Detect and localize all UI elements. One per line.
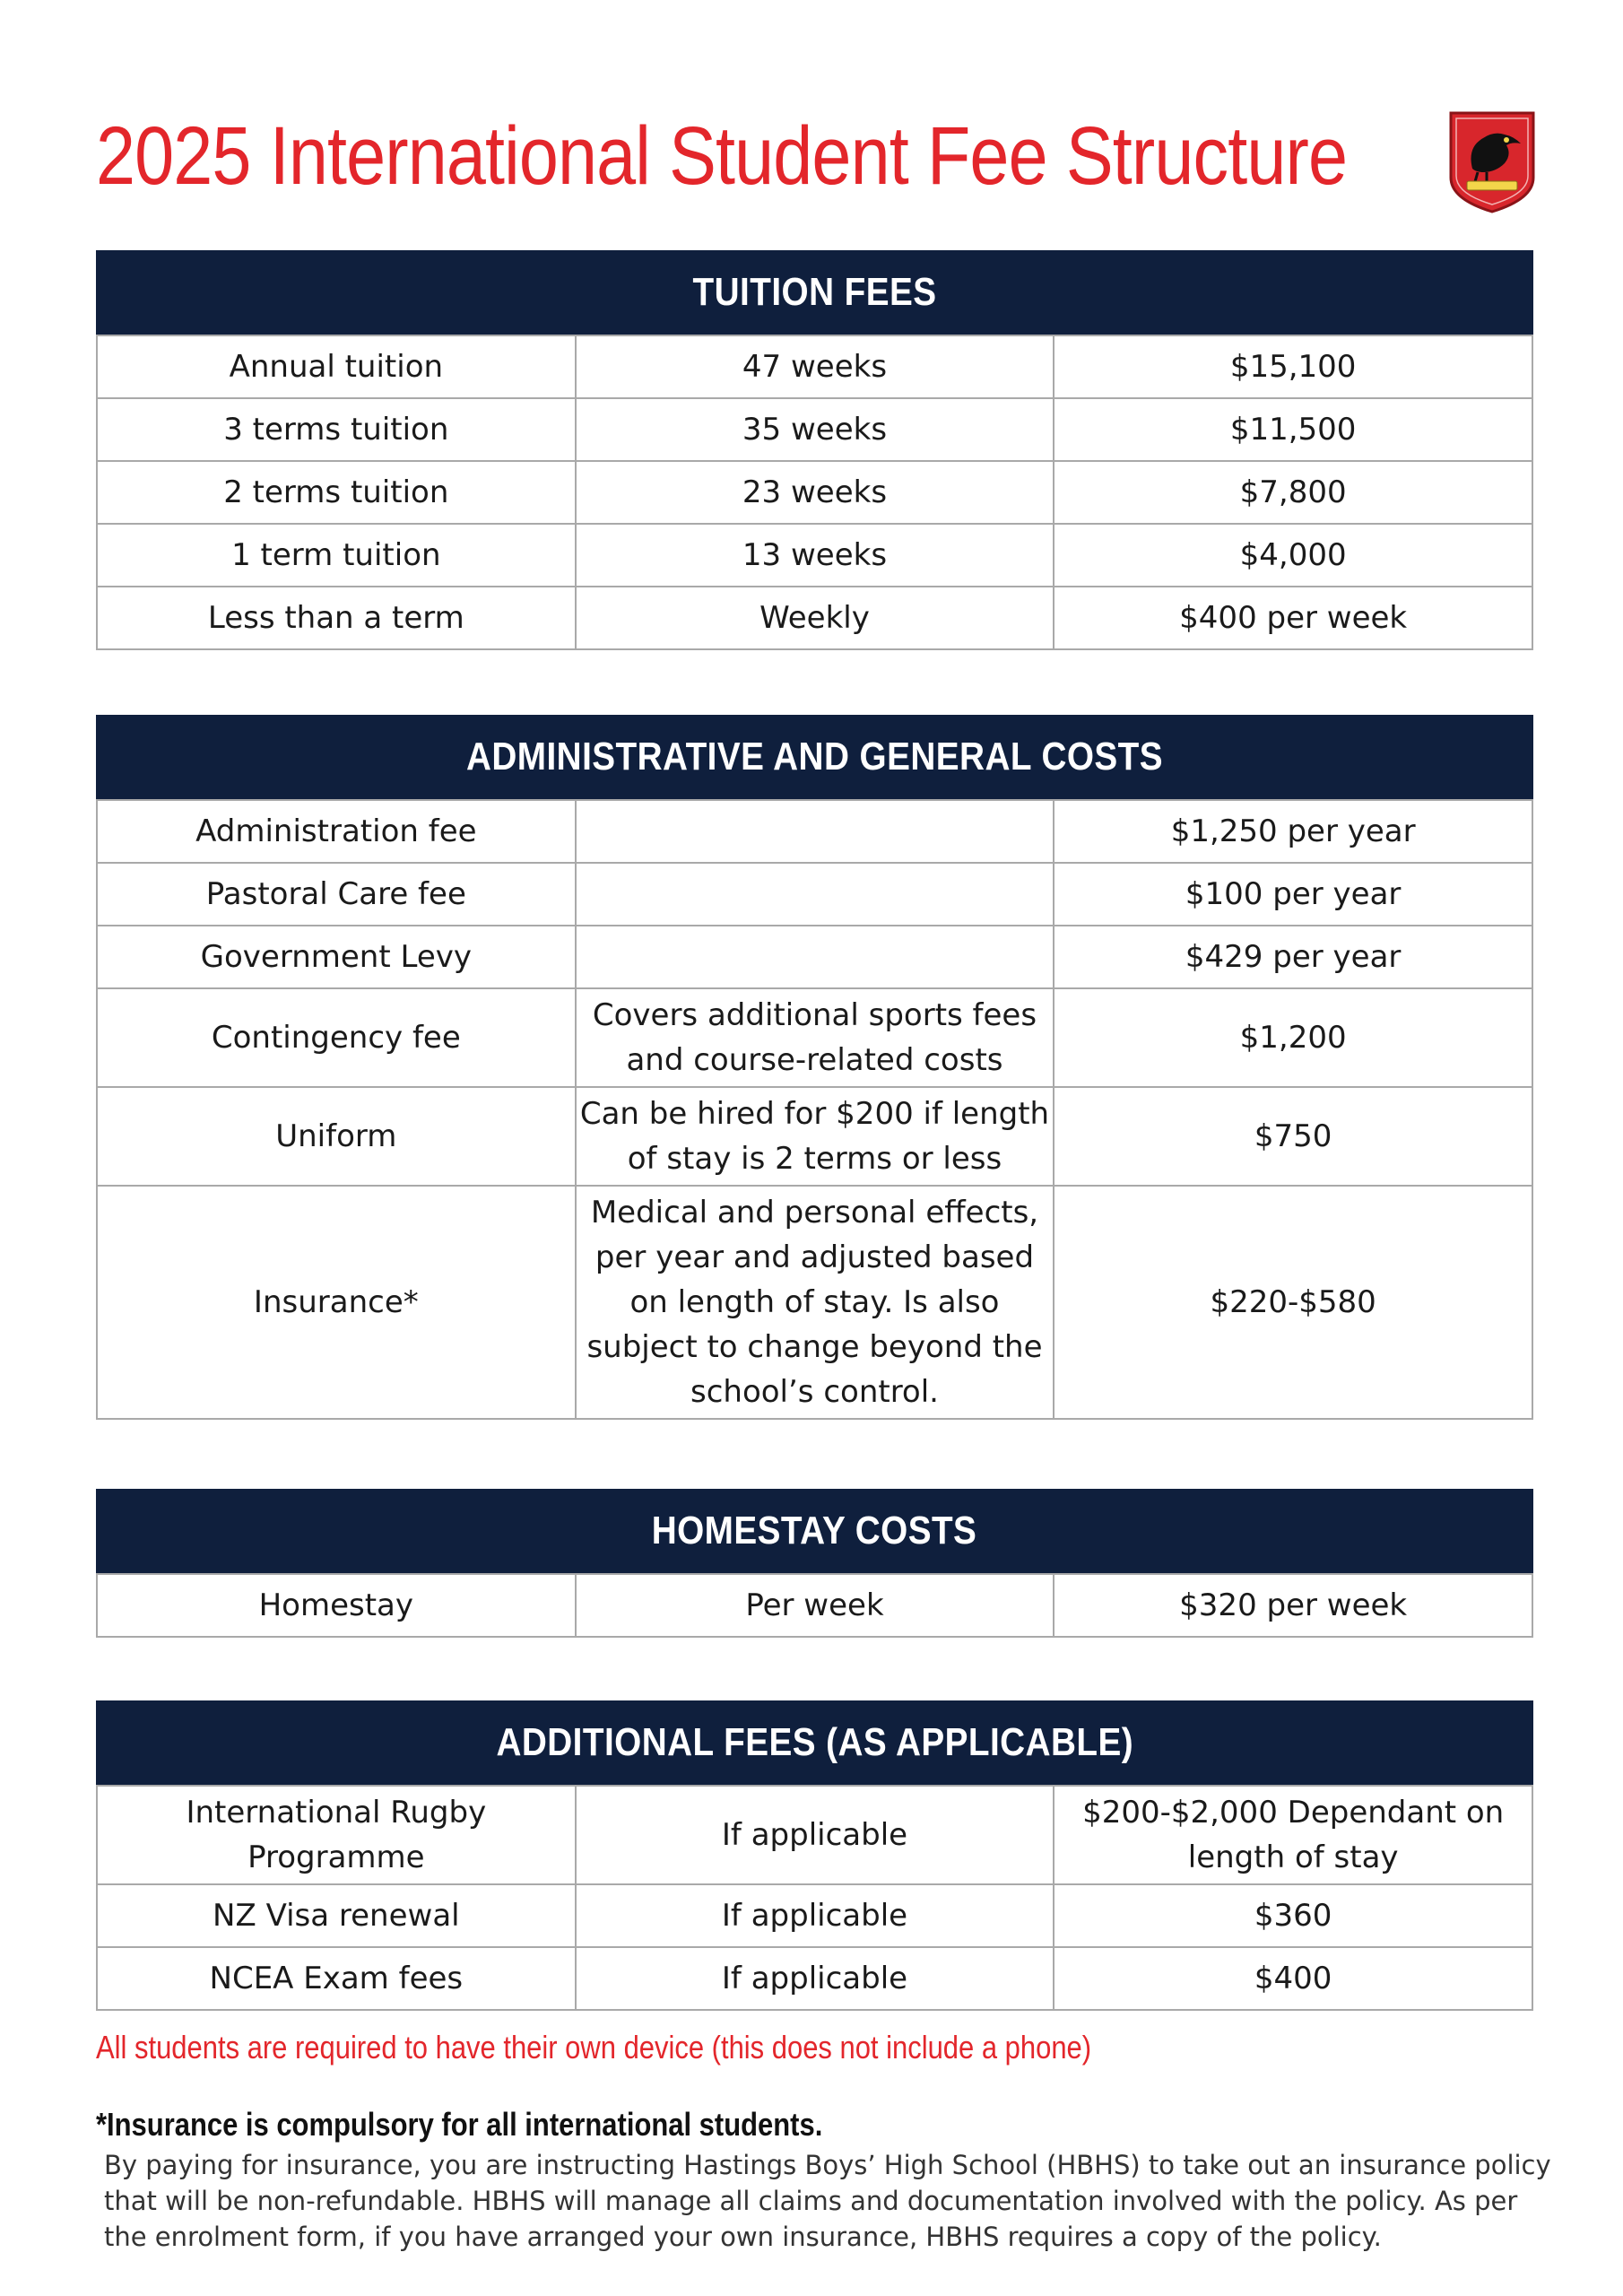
table-row (97, 1884, 1532, 1947)
fee-amount: $200-$2,000 Dependant on length of stay (1054, 1786, 1532, 1884)
admin-costs-section (96, 715, 1533, 1420)
insurance-heading: *Insurance is compulsory for all international students. (96, 2106, 823, 2143)
fee-amount: $15,100 (1054, 335, 1532, 398)
table-row (97, 1947, 1532, 2010)
table-row (97, 587, 1532, 649)
table-row (97, 800, 1532, 863)
fee-amount: $1,250 per year (1054, 800, 1532, 863)
tuition-fees-section (96, 250, 1533, 650)
tuition-fees-header: TUITION FEES (96, 250, 1533, 335)
fee-item: International Rugby Programme (97, 1786, 576, 1884)
fee-detail: 35 weeks (576, 398, 1055, 461)
fee-detail: 23 weeks (576, 461, 1055, 524)
admin-costs-header: ADMINISTRATIVE AND GENERAL COSTS (96, 715, 1533, 799)
school-crest-logo (1447, 109, 1537, 215)
fee-detail (576, 800, 1055, 863)
table-row (97, 524, 1532, 587)
fee-detail: Medical and personal effects, per year and adjusted based on length of stay. Is also subject to change beyond the school’s control. (576, 1186, 1055, 1419)
fee-amount: $400 per week (1054, 587, 1532, 649)
fee-detail: Per week (576, 1574, 1055, 1637)
insurance-body-text: By paying for insurance, you are instructing Hastings Boys’ High School (HBHS) to take out an insurance policy that will be non-refundable. HBHS will manage all claims and documentation involved with the policy. As per the enrolment form, if you have arranged your own insurance, HBHS requires a copy of the policy. (104, 2150, 1551, 2252)
table-row (97, 1087, 1532, 1186)
tuition-fees-table (96, 335, 1533, 650)
fee-item: Homestay (97, 1574, 576, 1637)
table-row (97, 461, 1532, 524)
table-row (97, 398, 1532, 461)
additional-fees-header: ADDITIONAL FEES (AS APPLICABLE) (96, 1700, 1533, 1785)
fee-detail: If applicable (576, 1947, 1055, 2010)
device-requirement-note: All students are required to have their own device (this does not include a phone) (96, 2029, 1092, 2066)
fee-detail (576, 863, 1055, 926)
additional-fees-section (96, 1700, 1533, 2011)
homestay-costs-section (96, 1489, 1533, 1638)
fee-amount: $429 per year (1054, 926, 1532, 988)
fee-detail: 13 weeks (576, 524, 1055, 587)
table-row (97, 1574, 1532, 1637)
fee-item: 2 terms tuition (97, 461, 576, 524)
fee-detail (576, 926, 1055, 988)
fee-detail: Can be hired for $200 if length of stay is 2 terms or less (576, 1087, 1055, 1186)
fee-detail: Covers additional sports fees and course-related costs (576, 988, 1055, 1087)
fee-detail: If applicable (576, 1884, 1055, 1947)
fee-detail: If applicable (576, 1786, 1055, 1884)
fee-item: Less than a term (97, 587, 576, 649)
fee-detail: 47 weeks (576, 335, 1055, 398)
admin-costs-table (96, 799, 1533, 1420)
page-title: 2025 International Student Fee Structure (96, 110, 1348, 202)
fee-amount: $4,000 (1054, 524, 1532, 587)
table-row (97, 988, 1532, 1087)
fee-amount: $360 (1054, 1884, 1532, 1947)
table-row (97, 1786, 1532, 1884)
fee-item: Government Levy (97, 926, 576, 988)
fee-item: Insurance* (97, 1186, 576, 1419)
fee-amount: $1,200 (1054, 988, 1532, 1087)
table-row (97, 1186, 1532, 1419)
fee-amount: $100 per year (1054, 863, 1532, 926)
homestay-costs-header: HOMESTAY COSTS (96, 1489, 1533, 1573)
fee-item: Administration fee (97, 800, 576, 863)
fee-item: NZ Visa renewal (97, 1884, 576, 1947)
homestay-costs-table (96, 1573, 1533, 1638)
fee-item: Uniform (97, 1087, 576, 1186)
fee-item: 3 terms tuition (97, 398, 576, 461)
fee-amount: $750 (1054, 1087, 1532, 1186)
fee-item: Annual tuition (97, 335, 576, 398)
fee-amount: $11,500 (1054, 398, 1532, 461)
fee-amount: $220-$580 (1054, 1186, 1532, 1419)
fee-item: 1 term tuition (97, 524, 576, 587)
table-row (97, 863, 1532, 926)
fee-detail: Weekly (576, 587, 1055, 649)
fee-item: Pastoral Care fee (97, 863, 576, 926)
additional-fees-table (96, 1785, 1533, 2011)
table-row (97, 335, 1532, 398)
fee-amount: $400 (1054, 1947, 1532, 2010)
fee-item: Contingency fee (97, 988, 576, 1087)
fee-item: NCEA Exam fees (97, 1947, 576, 2010)
fee-amount: $320 per week (1054, 1574, 1532, 1637)
table-row (97, 926, 1532, 988)
fee-amount: $7,800 (1054, 461, 1532, 524)
